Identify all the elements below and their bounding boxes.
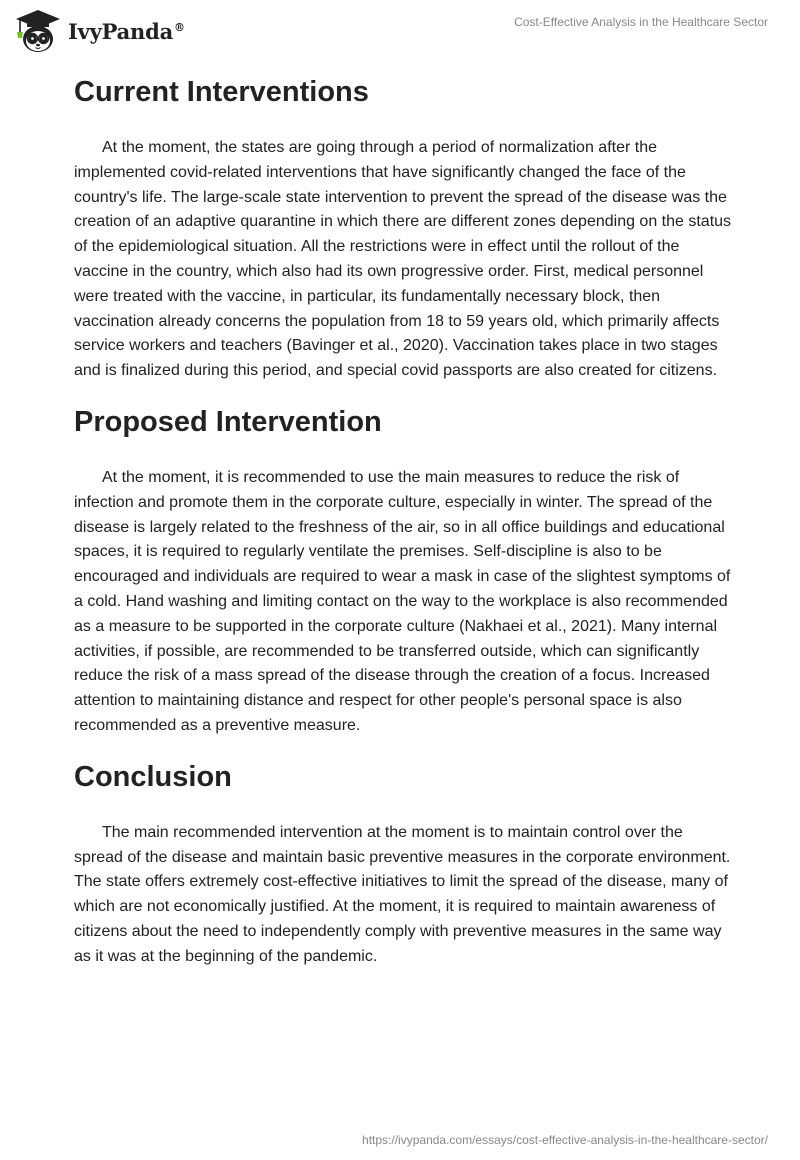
ivypanda-logo[interactable] bbox=[14, 8, 185, 54]
section-heading-conclusion: Conclusion bbox=[74, 760, 232, 793]
section-heading-current-interventions: Current Interventions bbox=[74, 76, 369, 108]
section-heading-proposed-intervention: Proposed Intervention bbox=[74, 405, 382, 438]
footer-source-url[interactable]: https://ivypanda.com/essays/cost-effective-analysis-in-the-healthcare-sector/ bbox=[362, 1133, 768, 1147]
registered-mark: ® bbox=[174, 20, 185, 34]
section-paragraph-current-interventions: At the moment, the states are going through a period of normalization after the implemented covid-related interventions that have significantly changed the face of the country's life. The large-scale state intervention to prevent the spread of the disease was the creation of an adaptive quarantine in which there are different zones depending on the status of the epidemiological situation. All the restrictions were in effect until the rollout of the vaccine in the country, which also had its own progressive order. First, medical personnel were treated with the vaccine, in particular, its fundamentally necessary block, then vaccination already concerns the population from 18 to 59 years old, which primarily affects service workers and teachers (Bavinger et al., 2020). Vaccination takes place in two stages and is finalized during this period, and special covid passports are also created for citizens. bbox=[74, 139, 732, 380]
logo-text: IvyPanda® bbox=[68, 18, 185, 44]
essay-content bbox=[74, 72, 734, 970]
document-title: Cost-Effective Analysis in the Healthcare Sector bbox=[514, 15, 768, 29]
section-paragraph-conclusion: The main recommended intervention at the moment is to maintain control over the spread of the disease and maintain basic preventive measures in the corporate environment. The state offers extremely cost-effective initiatives to limit the spread of the disease, many of which are not economically justified. At the moment, it is required to maintain awareness of citizens about the need to independently comply with preventive measures in the same way as it was at the beginning of the pandemic. bbox=[74, 823, 731, 965]
page-header bbox=[0, 0, 800, 60]
panda-graduate-icon bbox=[14, 8, 62, 54]
section-paragraph-proposed-intervention: At the moment, it is recommended to use the main measures to reduce the risk of infection and promote them in the corporate culture, especially in winter. The spread of the disease is largely related to the freshness of the air, so in all office buildings and educational spaces, it is required to regularly ventilate the premises. Self-discipline is also to be encouraged and individuals are required to wear a mask in case of the slightest symptoms of a cold. Hand washing and limiting contact on the way to the workplace is also recommended as a measure to be supported in the corporate culture (Nakhaei et al., 2021). Many internal activities, if possible, are recommended to be transferred outside, which can significantly reduce the risk of a mass spread of the disease through the creation of a focus. Increased attention to maintaining distance and respect for other people's personal space is also recommended as a preventive measure. bbox=[74, 468, 731, 734]
